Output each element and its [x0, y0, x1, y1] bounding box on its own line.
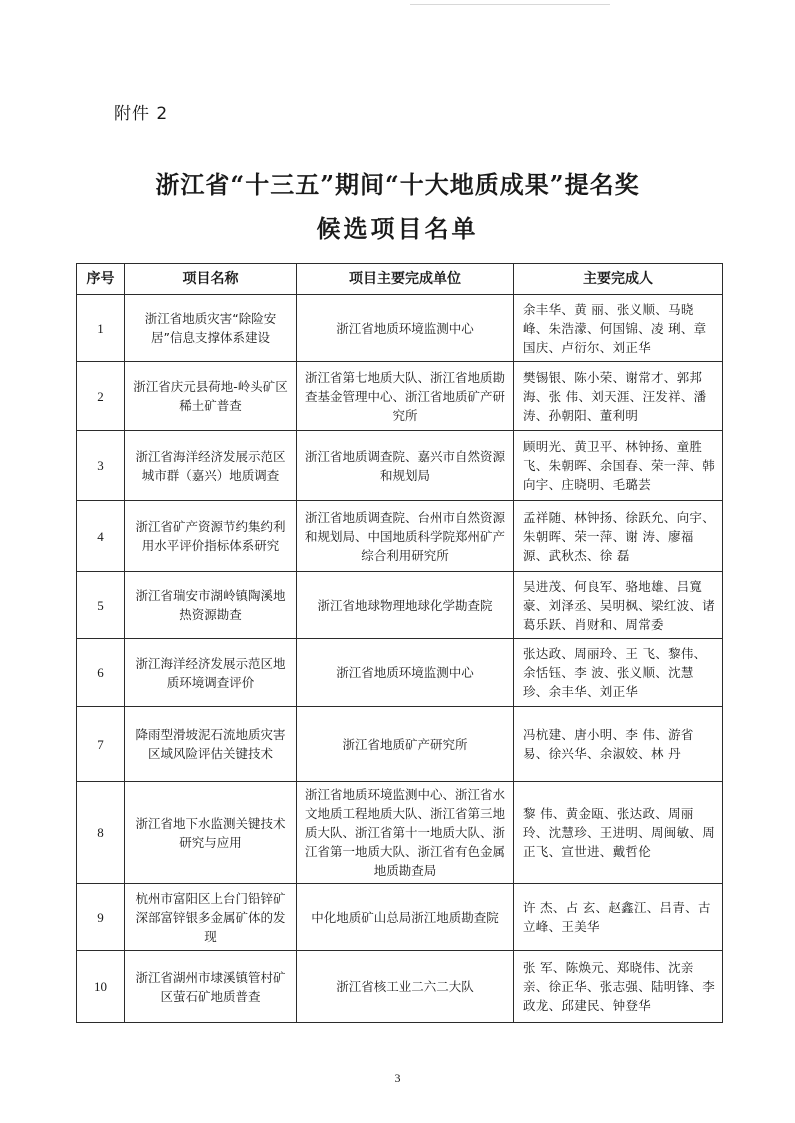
row-index: 8 [77, 782, 125, 884]
header-project-name: 项目名称 [125, 264, 297, 295]
table-row [77, 362, 723, 431]
attachment-label: 附件 2 [114, 104, 169, 124]
row-index: 2 [77, 362, 125, 431]
table-row [77, 295, 723, 362]
row-index: 9 [77, 884, 125, 951]
project-people: 张达政、周丽玲、王 飞、黎伟、余恬钰、李 波、张义顺、沈慧珍、余丰华、刘正华 [514, 639, 723, 707]
project-name: 浙江省地下水监测关键技术研究与应用 [125, 782, 297, 884]
project-people: 张 军、陈焕元、郑晓伟、沈亲亲、徐正华、张志强、陆明锋、李政龙、邱建民、钟登华 [514, 951, 723, 1023]
table-row [77, 951, 723, 1023]
table-header-row [77, 264, 723, 295]
project-unit: 浙江省地质环境监测中心、浙江省水文地质工程地质大队、浙江省第三地质大队、浙江省第十一地质大队、浙江省第一地质大队、浙江省有色金属地质勘查局 [297, 782, 514, 884]
project-name: 降雨型滑坡泥石流地质灾害区域风险评估关键技术 [125, 707, 297, 782]
row-index: 3 [77, 431, 125, 501]
row-index: 6 [77, 639, 125, 707]
project-unit: 浙江省地质调查院、嘉兴市自然资源和规划局 [297, 431, 514, 501]
project-name: 浙江省矿产资源节约集约利用水平评价指标体系研究 [125, 501, 297, 572]
project-unit: 浙江省核工业二六二大队 [297, 951, 514, 1023]
row-index: 4 [77, 501, 125, 572]
project-unit: 浙江省第七地质大队、浙江省地质勘查基金管理中心、浙江省地质矿产研究所 [297, 362, 514, 431]
project-name: 浙江省湖州市埭溪镇管村矿区萤石矿地质普查 [125, 951, 297, 1023]
project-unit: 中化地质矿山总局浙江地质勘查院 [297, 884, 514, 951]
project-unit: 浙江省地质矿产研究所 [297, 707, 514, 782]
table-row [77, 707, 723, 782]
table-row [77, 431, 723, 501]
row-index: 5 [77, 572, 125, 639]
table-row [77, 639, 723, 707]
project-people: 许 杰、占 玄、赵鑫江、吕青、古立峰、王美华 [514, 884, 723, 951]
table-row [77, 782, 723, 884]
project-people: 顾明光、黄卫平、林钟扬、童胜飞、朱朝晖、余国春、荣一萍、韩向宇、庄晓明、毛璐芸 [514, 431, 723, 501]
table-row [77, 501, 723, 572]
page-number: 3 [394, 1071, 401, 1085]
project-name: 浙江省瑞安市湖岭镇陶溪地热资源勘查 [125, 572, 297, 639]
header-index: 序号 [77, 264, 125, 295]
project-people: 孟祥随、林钟扬、徐跃允、向宇、朱朝晖、荣一萍、谢 涛、廖福源、武秋杰、徐 磊 [514, 501, 723, 572]
project-unit: 浙江省地球物理地球化学勘查院 [297, 572, 514, 639]
project-name: 浙江省海洋经济发展示范区城市群（嘉兴）地质调查 [125, 431, 297, 501]
project-people: 余丰华、黄 丽、张义顺、马晓峰、朱浩濛、何国锦、凌 琍、章国庆、卢衍尔、刘正华 [514, 295, 723, 362]
project-unit: 浙江省地质调查院、台州市自然资源和规划局、中国地质科学院郑州矿产综合利用研究所 [297, 501, 514, 572]
table-row [77, 572, 723, 639]
project-name: 浙江海洋经济发展示范区地质环境调查评价 [125, 639, 297, 707]
table-row [77, 884, 723, 951]
project-unit: 浙江省地质环境监测中心 [297, 295, 514, 362]
project-unit: 浙江省地质环境监测中心 [297, 639, 514, 707]
document-subtitle: 候选项目名单 [316, 214, 479, 243]
header-main-unit: 项目主要完成单位 [297, 264, 514, 295]
row-index: 7 [77, 707, 125, 782]
document-title: 浙江省“十三五”期间“十大地质成果”提名奖 [155, 170, 640, 199]
project-people: 黎 伟、黄金瓯、张达政、周丽玲、沈慧珍、王进明、周闽敏、周正飞、宣世进、戴哲伦 [514, 782, 723, 884]
project-name: 浙江省庆元县荷地-岭头矿区稀土矿普查 [125, 362, 297, 431]
header-main-people: 主要完成人 [514, 264, 723, 295]
candidate-project-table [76, 263, 723, 1023]
project-name: 浙江省地质灾害“除险安居”信息支撑体系建设 [125, 295, 297, 362]
row-index: 10 [77, 951, 125, 1023]
row-index: 1 [77, 295, 125, 362]
scan-mark [410, 4, 610, 5]
project-people: 冯杭建、唐小明、李 伟、游省易、徐兴华、余淑姣、林 丹 [514, 707, 723, 782]
project-name: 杭州市富阳区上台门铅锌矿深部富锌银多金属矿体的发现 [125, 884, 297, 951]
project-people: 樊锡银、陈小荣、谢常才、郭邦海、张 伟、刘天涯、汪发祥、潘涛、孙朝阳、董利明 [514, 362, 723, 431]
project-people: 吴进茂、何良军、骆地雄、吕寬豪、刘泽丞、吴明枫、梁红波、诸葛乐跃、肖财和、周常委 [514, 572, 723, 639]
